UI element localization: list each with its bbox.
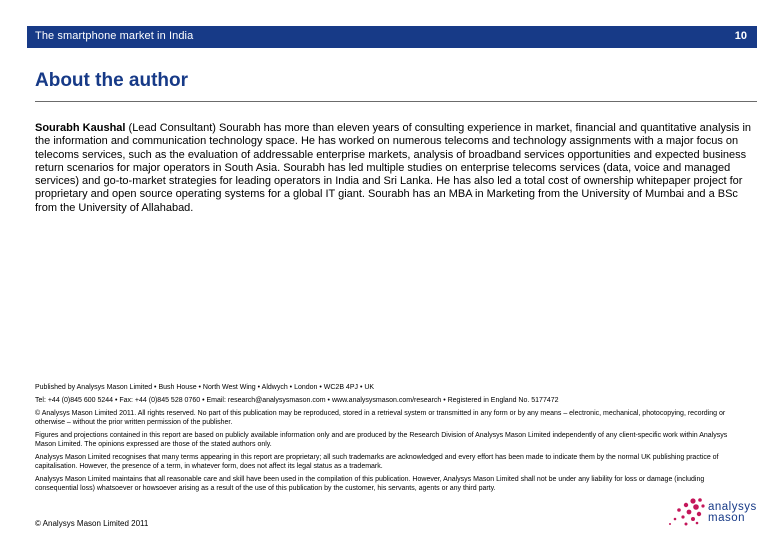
- copyright-notice: © Analysys Mason Limited 2011: [35, 519, 149, 528]
- footer-published-by: Published by Analysys Mason Limited • Bush House • North West Wing • Aldwych • London • WC2B 4PJ • UK: [35, 384, 375, 391]
- page-title: About the author: [35, 70, 189, 91]
- page-number: 10: [734, 30, 747, 42]
- footer-trademarks: Analysys Mason Limited recognises that many terms appearing in this report are proprietary; all such trademarks are acknowledged and every effort has been made to indicate them by the normal UK publishing practice of capitalisation. However, the presence of a term, in whatever form, does not affect its legal status as a trademark.: [35, 454, 719, 470]
- footer-liability: Analysys Mason Limited maintains that all reasonable care and skill have been used in the compilation of this publication. However, Analysys Mason Limited shall not be under any liability for loss or damage (including consequential loss) whatsoever or howsoever arising as a result of the use of this publication by the customer, his servants, agents or any third party.: [35, 476, 705, 492]
- analysys-mason-logo: [664, 493, 774, 535]
- logo-word-mason: mason: [708, 512, 746, 524]
- report-title: The smartphone market in India: [35, 30, 194, 42]
- author-bio-text: (Lead Consultant) Sourabh has more than eleven years of consulting experience in market, financial and quantitative analysis in the information and communication technology space. He has worked on numerous telecoms and technology assignments with a major focus on telecoms services, such as the evaluation of addressable enterprise markets, analysis of broadband services opportunities and expected business return scenarios for major operators in South Asia. Sourabh has led multiple studies on enterprise telecoms services (data, voice and managed services) and go-to-market strategies for leading operators in India and Sri Lanka. He has also led a total cost of ownership whitepaper project for proprietary and open source operating systems for a global IT giant. Sourabh has an MBA in Marketing from the University of Mumbai and a BSc from the University of Allahabad.: [35, 122, 752, 214]
- author-name: Sourabh Kaushal: [35, 122, 126, 134]
- title-divider: [35, 101, 757, 102]
- publisher-footer: [35, 383, 745, 497]
- footer-figures: Figures and projections contained in this report are based on publicly available information only and are produced by the Research Division of Analysys Mason Limited independently of any client-specific work within Analysys Mason Limited. The opinions expressed are those of the stated authors only.: [35, 432, 728, 448]
- author-bio: [35, 122, 757, 215]
- logo-word-analysys: analysys: [708, 501, 757, 513]
- footer-rights: © Analysys Mason Limited 2011. All rights reserved. No part of this publication may be reproduced, stored in a retrieval system or transmitted in any form or by any means – electronic, mechanical, photocopying, recording or otherwise – without the prior written permission of the publisher.: [35, 410, 726, 426]
- logo-dots-icon: [664, 495, 708, 529]
- header-bar: [27, 26, 757, 48]
- footer-contact: Tel: +44 (0)845 600 5244 • Fax: +44 (0)845 528 0760 • Email: research@analysysmason.com • www.analysysmason.com/research • Registered in England No. 5177472: [35, 397, 559, 404]
